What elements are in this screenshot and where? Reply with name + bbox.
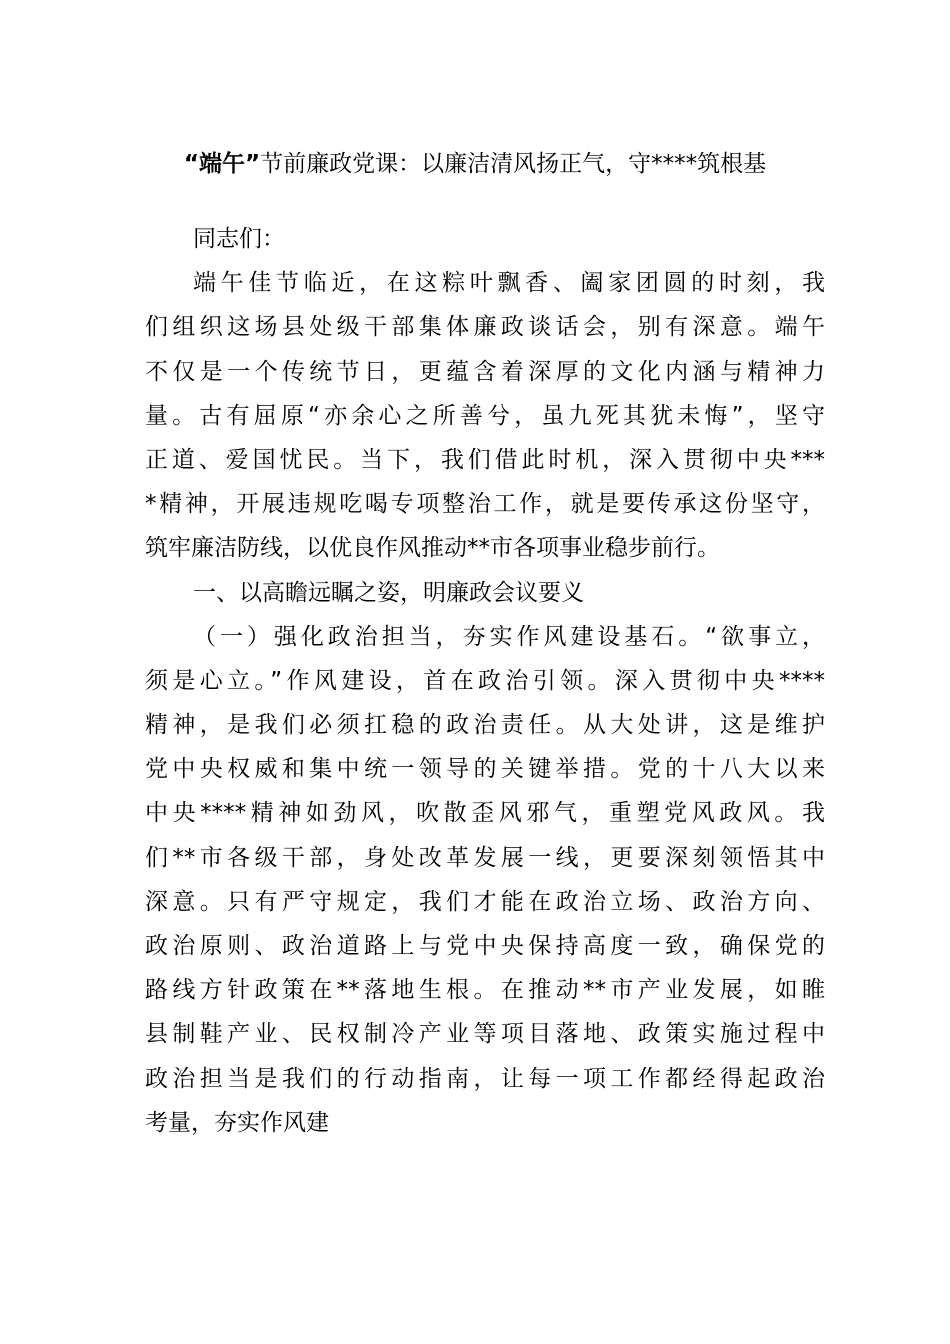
paragraph-line: 量。古有屈原“亦余心之所善兮，虽九死其犹未悔”，坚守 — [145, 402, 825, 429]
paragraph-line: *精神，开展违规吃喝专项整治工作，就是要传承这份坚守， — [145, 491, 825, 518]
paragraph-line: （一）强化政治担当，夯实作风建设基石。“欲事立， — [193, 623, 825, 650]
paragraph-line: 不仅是一个传统节日，更蕴含着深厚的文化内涵与精神力 — [145, 358, 825, 385]
paragraph-line: 路线方针政策在**落地生根。在推动**市产业发展，如睢 — [145, 977, 825, 1004]
document-title — [100, 147, 850, 181]
paragraph-line: 精神，是我们必须扛稳的政治责任。从大处讲，这是维护 — [145, 712, 825, 739]
paragraph-line: 党中央权威和集中统一领导的关键举措。党的十八大以来 — [145, 756, 825, 783]
paragraph-line: 考量，夯实作风建 — [145, 1109, 329, 1136]
paragraph-line: 中央****精神如劲风，吹散歪风邪气，重塑党风政风。我 — [145, 800, 825, 827]
title-quoted-term: “端午” — [183, 151, 261, 177]
paragraph-line: 政治担当是我们的行动指南，让每一项工作都经得起政治 — [145, 1065, 825, 1092]
paragraph-line: 筑牢廉洁防线，以优良作风推动**市各项事业稳步前行。 — [145, 535, 720, 562]
paragraph-line: 们**市各级干部，身处改革发展一线，更要深刻领悟其中 — [145, 844, 825, 871]
paragraph-line: 县制鞋产业、民权制冷产业等项目落地、政策实施过程中 — [145, 1021, 825, 1048]
paragraph-line: 深意。只有严守规定，我们才能在政治立场、政治方向、 — [145, 888, 825, 915]
salutation: 同志们： — [193, 226, 285, 252]
paragraph-line: 端午佳节临近，在这粽叶飘香、阖家团圆的时刻，我 — [193, 270, 825, 297]
paragraph-line: 政治原则、政治道路上与党中央保持高度一致，确保党的 — [145, 933, 825, 959]
paragraph-line: 须是心立。”作风建设，首在政治引领。深入贯彻中央**** — [145, 667, 825, 694]
paragraph-line: 正道、爱国忧民。当下，我们借此时机，深入贯彻中央*** — [145, 446, 825, 473]
paragraph-line: 们组织这场县处级干部集体廉政谈话会，别有深意。端午 — [145, 314, 825, 341]
document-body — [145, 217, 825, 1145]
section-heading: 一、以高瞻远瞩之姿，明廉政会议要义 — [193, 579, 584, 606]
title-text: 节前廉政党课：以廉洁清风扬正气，守****筑根基 — [260, 151, 767, 177]
